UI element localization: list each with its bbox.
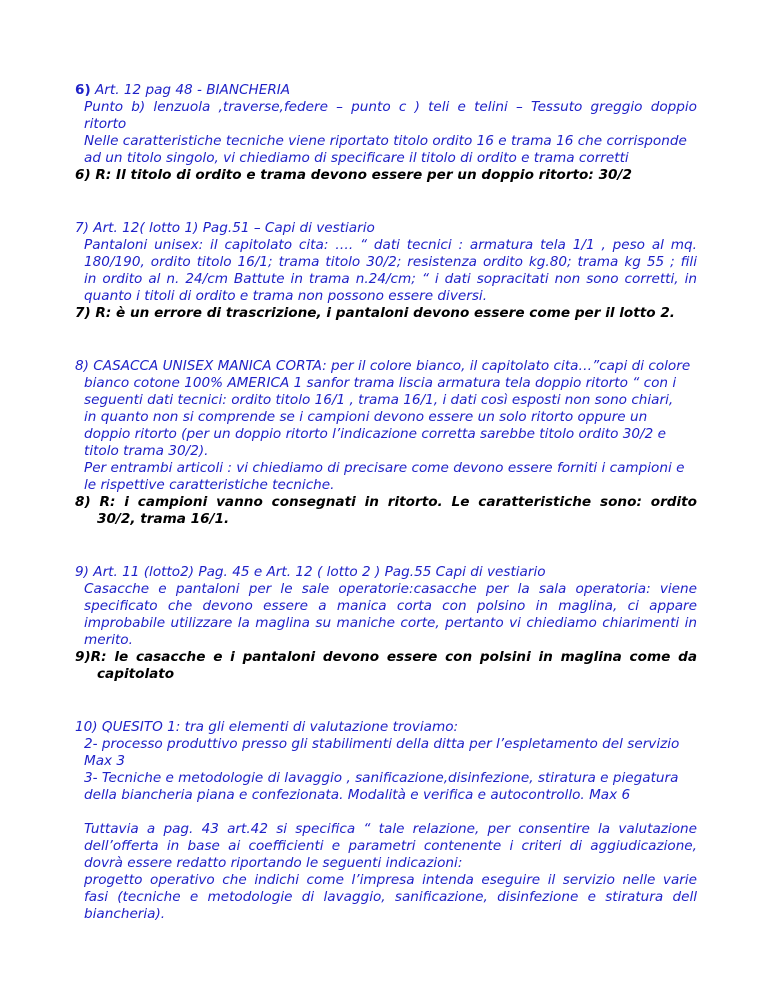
- question-9-line: specificato che devono essere a manica corta con polsino in maglina, ci appare: [84, 598, 697, 614]
- question-6-line: ad un titolo singolo, vi chiediamo di specificare il titolo di ordito e trama corretti: [84, 150, 629, 166]
- answer-9: 9)R: le casacche e i pantaloni devono essere con polsini in maglina come da: [75, 649, 697, 665]
- question-8-heading: 8) CASACCA UNISEX MANICA CORTA: per il colore bianco, il capitolato cita…”capi di colore: [75, 358, 691, 374]
- question-6-line: Punto b) lenzuola ,traverse,federe – punto c ) teli e telini – Tessuto greggio doppio: [84, 99, 697, 115]
- question-10-paragraph-line: biancheria).: [84, 906, 166, 922]
- question-9-heading: 9) Art. 11 (lotto2) Pag. 45 e Art. 12 ( lotto 2 ) Pag.55 Capi di vestiario: [75, 564, 546, 580]
- document-page: [75, 82, 697, 923]
- answer-8: 8) R: i campioni vanno consegnati in ritorto. Le caratteristiche sono: ordito: [75, 494, 697, 510]
- question-10-paragraph-line: progetto operativo che indichi come l’impresa intenda eseguire il servizio nelle varie: [84, 872, 697, 888]
- question-8-line: le rispettive caratteristiche tecniche.: [84, 477, 335, 493]
- question-10-line: Max 3: [84, 753, 126, 769]
- answer-7: 7) R: è un errore di trascrizione, i pantaloni devono essere come per il lotto 2.: [75, 305, 675, 321]
- question-8-line: titolo trama 30/2).: [84, 443, 209, 459]
- question-6-line: Nelle caratteristiche tecniche viene riportato titolo ordito 16 e trama 16 che corrisponde: [84, 133, 687, 149]
- question-9: [75, 564, 697, 683]
- question-6-heading: [75, 82, 697, 99]
- question-7-line: in ordito al n. 24/cm Battute in trama n.24/cm; “ i dati sopracitati non sono corretti, in: [84, 271, 697, 287]
- question-9-line: merito.: [84, 632, 133, 648]
- question-9-line: Casacche e pantaloni per le sale operatorie:casacche per la sala operatoria: viene: [84, 581, 697, 597]
- question-8-line: in quanto non si comprende se i campioni devono essere un solo ritorto oppure un: [84, 409, 648, 425]
- question-6-title: Art. 12 pag 48 - BIANCHERIA: [90, 82, 291, 98]
- question-8: [75, 358, 697, 528]
- question-10-paragraph-line: dell’offerta in base ai coefficienti e parametri contenente i criteri di aggiudicazione,: [84, 838, 697, 854]
- question-8-line: seguenti dati tecnici: ordito titolo 16/1 , trama 16/1, i dati così esposti non sono chiari,: [84, 392, 674, 408]
- question-8-line: bianco cotone 100% AMERICA 1 sanfor trama liscia armatura tela doppio ritorto “ con i: [84, 375, 677, 391]
- question-7-line: Pantaloni unisex: il capitolato cita: …. “ dati tecnici : armatura tela 1/1 , peso al mq.: [84, 237, 697, 253]
- question-9-line: improbabile utilizzare la maglina su maniche corte, pertanto vi chiediamo chiarimenti in: [84, 615, 697, 631]
- question-10-paragraph-line: Tuttavia a pag. 43 art.42 si specifica “ tale relazione, per consentire la valutazione: [84, 821, 697, 837]
- question-6: [75, 82, 697, 184]
- question-10: [75, 719, 697, 923]
- question-10-line: della biancheria piana e confezionata. Modalità e verifica e autocontrollo. Max 6: [84, 787, 631, 803]
- answer-9-continued: capitolato: [97, 666, 175, 682]
- question-7-heading: 7) Art. 12( lotto 1) Pag.51 – Capi di vestiario: [75, 220, 375, 236]
- answer-6: 6) R: Il titolo di ordito e trama devono essere per un doppio ritorto: 30/2: [75, 167, 632, 183]
- answer-8-continued: 30/2, trama 16/1.: [97, 511, 230, 527]
- question-10-heading: 10) QUESITO 1: tra gli elementi di valutazione troviamo:: [75, 719, 459, 735]
- question-7: [75, 220, 697, 322]
- question-10-line: 3- Tecniche e metodologie di lavaggio , sanificazione,disinfezione, stiratura e piegatura: [84, 770, 679, 786]
- question-7-line: 180/190, ordito titolo 16/1; trama titolo 30/2; resistenza ordito kg.80; trama kg 55 ; fili: [84, 254, 697, 270]
- question-6-line: ritorto: [84, 116, 127, 132]
- question-8-line: Per entrambi articoli : vi chiediamo di precisare come devono essere forniti i campioni e: [84, 460, 685, 476]
- question-10-line: 2- processo produttivo presso gli stabilimenti della ditta per l’espletamento del servizio: [84, 736, 680, 752]
- question-10-paragraph-line: fasi (tecniche e metodologie di lavaggio, sanificazione, disinfezione e stiratura dell: [84, 889, 697, 905]
- question-10-paragraph-line: dovrà essere redatto riportando le seguenti indicazioni:: [84, 855, 463, 871]
- question-8-line: doppio ritorto (per un doppio ritorto l’indicazione corretta sarebbe titolo ordito 30/2 e: [84, 426, 666, 442]
- question-7-line: quanto i titoli di ordito e trama non possono essere diversi.: [84, 288, 488, 304]
- question-6-number: 6): [75, 82, 91, 98]
